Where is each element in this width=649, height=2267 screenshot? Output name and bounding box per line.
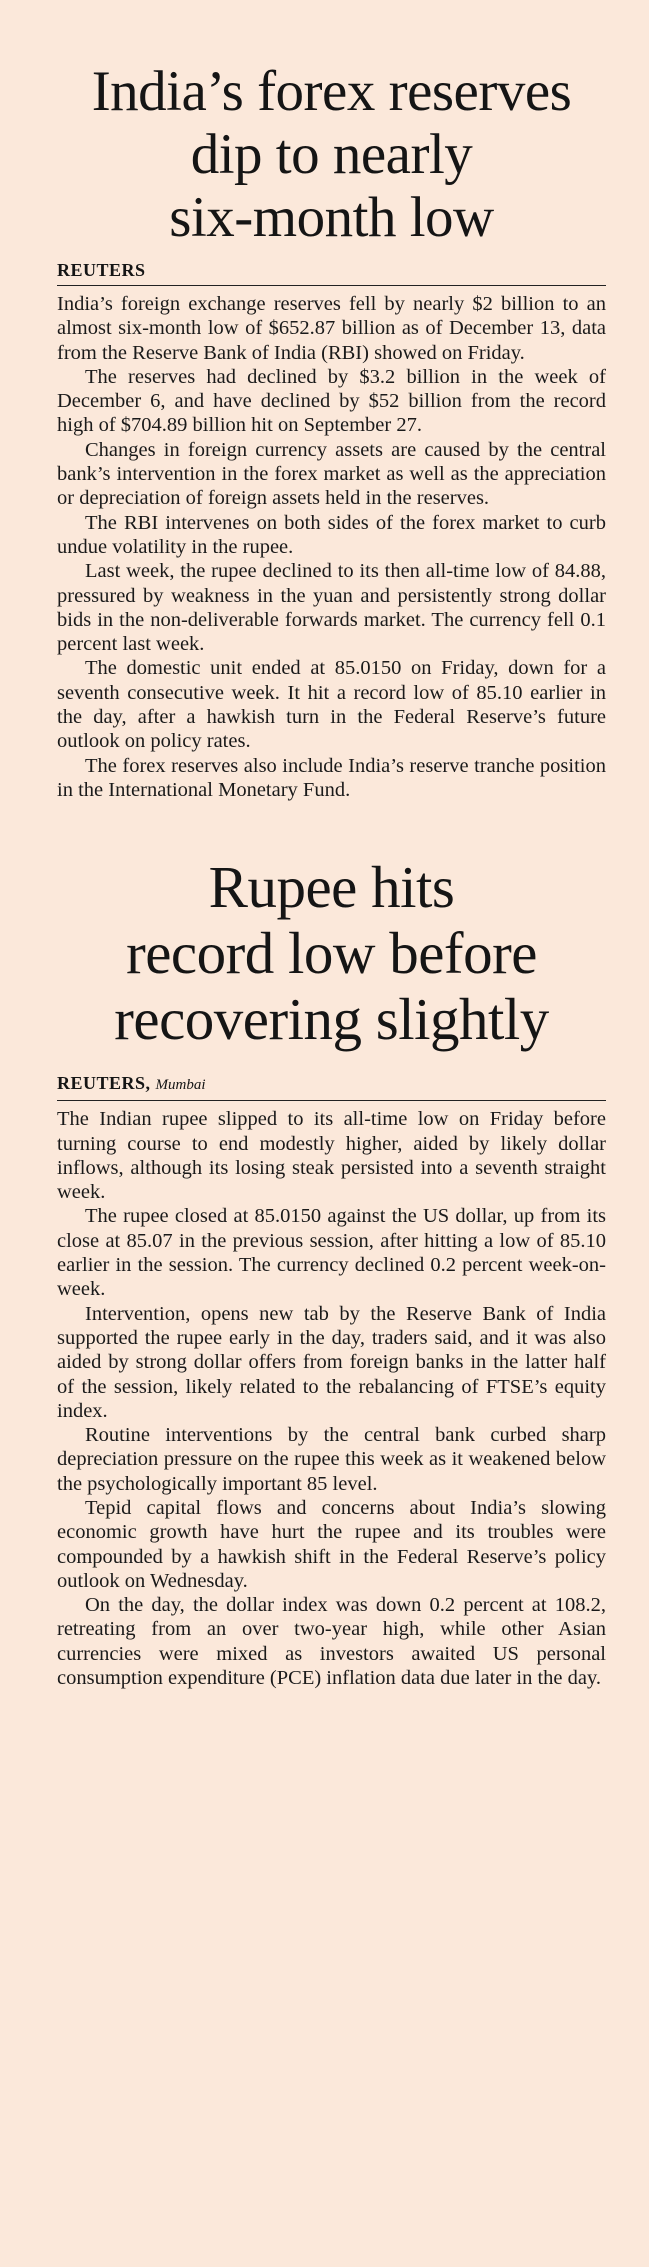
headline-line: Rupee hits [208, 854, 455, 921]
paragraph: The RBI intervenes on both sides of the forex market to curb undue volatility in the rupee. [57, 511, 606, 558]
paragraph: Intervention, opens new tab by the Reserve Bank of India supported the rupee early in the day, traders said, and it was also aided by strong dollar offers from foreign banks in the latter half of the session, likely related to the rebalancing of FTSE’s equity index. [57, 1302, 606, 1422]
paragraph: Changes in foreign currency assets are caused by the central bank’s intervention in the forex market as well as the appreciation or depreciation of foreign assets held in the reserves. [57, 438, 606, 510]
article-body [57, 1107, 606, 1690]
byline [57, 1072, 606, 1101]
paragraph: The reserves had declined by $3.2 billion in the week of December 6, and have declined by $52 billion from the record high of $704.89 billion hit on September 27. [57, 365, 606, 437]
article-forex-reserves [57, 60, 606, 802]
byline [57, 259, 606, 286]
headline-line: six-month low [169, 186, 494, 249]
paragraph: The Indian rupee slipped to its all-time low on Friday before turning course to end modestly higher, aided by likely dollar inflows, although its losing steak persisted into a seventh straight week. [57, 1108, 606, 1204]
paragraph: Last week, the rupee declined to its then all-time low of 84.88, pressured by weakness in the yuan and persistently strong dollar bids in the non-deliverable forwards market. The currency fell 0.1 percent last week. [57, 560, 606, 656]
byline-source: REUTERS, [57, 1073, 151, 1094]
paragraph: The rupee closed at 85.0150 against the US dollar, up from its close at 85.07 in the previous session, after hitting a low of 85.10 earlier in the session. The currency declined 0.2 percent week-on-week. [57, 1205, 606, 1301]
article-body [57, 292, 606, 802]
headline-line: record low before [126, 920, 537, 987]
paragraph: Routine interventions by the central bank curbed sharp depreciation pressure on the rupee this week as it weakened below the psychologically important 85 level. [57, 1424, 606, 1495]
headline-line: recovering slightly [114, 986, 549, 1053]
byline-source: REUTERS [57, 260, 146, 280]
headline-line: India’s forex reserves [91, 60, 572, 123]
headline [57, 60, 606, 249]
paragraph: The forex reserves also include India’s reserve tranche position in the International Monetary Fund. [57, 754, 606, 801]
paragraph: Tepid capital flows and concerns about India’s slowing economic growth have hurt the rupee and its troubles were compounded by a hawkish shift in the Federal Reserve’s policy outlook on Wednesday. [57, 1496, 606, 1592]
paragraph: On the day, the dollar index was down 0.2 percent at 108.2, retreating from an over two-year high, while other Asian currencies were mixed as investors awaited US personal consumption expenditure (PCE) inflation data due later in the day. [57, 1594, 606, 1690]
byline-location: Mumbai [155, 1077, 206, 1094]
headline [57, 854, 606, 1052]
headline-line: dip to nearly [190, 123, 473, 186]
paragraph: The domestic unit ended at 85.0150 on Friday, down for a seventh consecutive week. It hit a record low of 85.10 earlier in the day, after a hawkish turn in the Federal Reserve’s future outlook on policy rates. [57, 657, 606, 753]
article-rupee-record-low [57, 854, 606, 1690]
paragraph: India’s foreign exchange reserves fell by nearly $2 billion to an almost six-month low of $652.87 billion as of December 13, data from the Reserve Bank of India (RBI) showed on Friday. [57, 293, 606, 364]
